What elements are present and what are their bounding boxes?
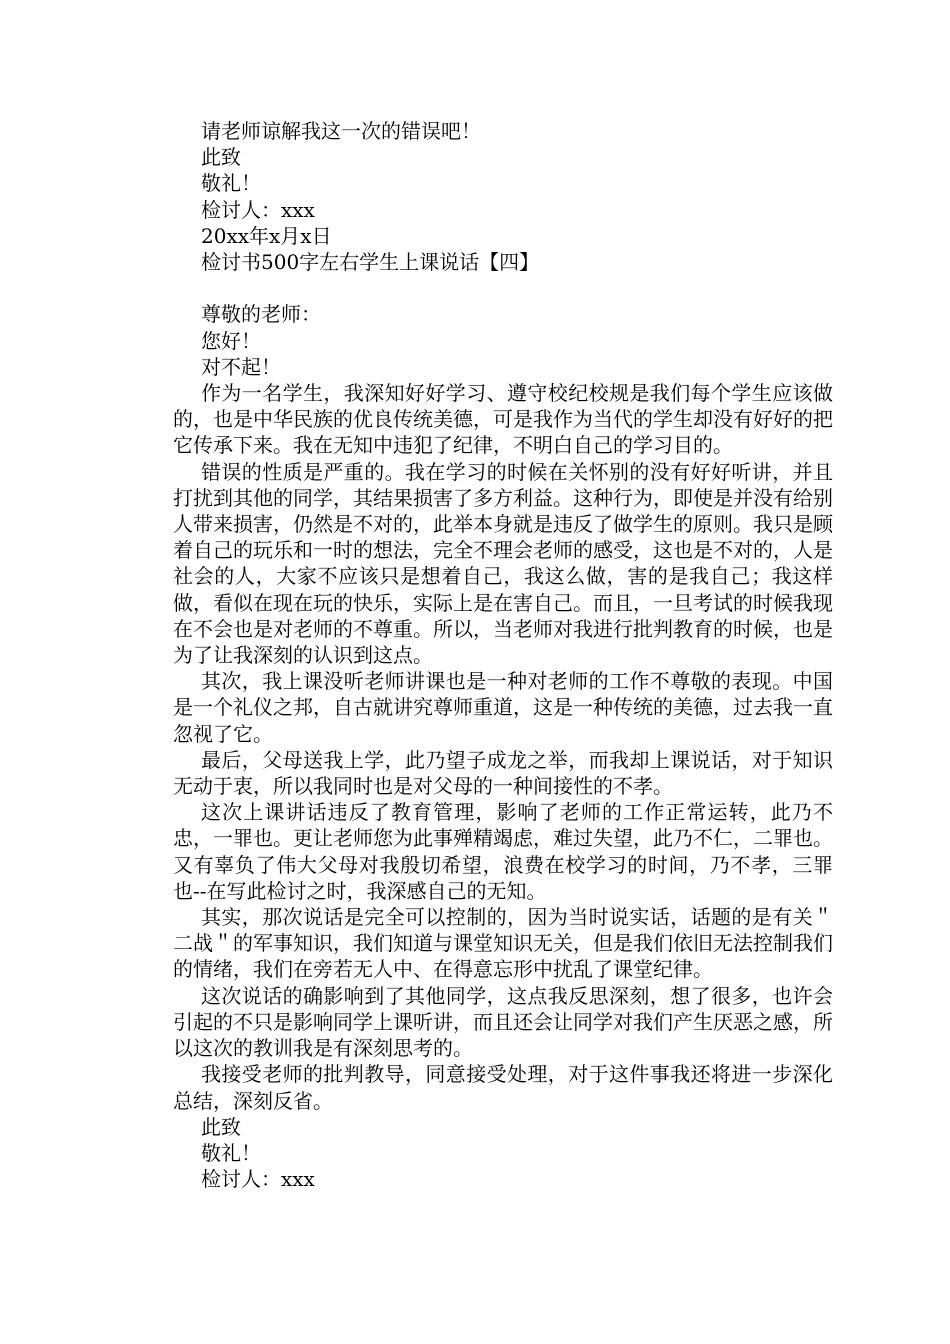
closing-line: 此致 <box>201 145 241 170</box>
apology-line: 请老师谅解我这一次的错误吧！ <box>201 119 481 143</box>
blank-line <box>173 275 833 301</box>
signature-line: 检讨人：xxx <box>201 1167 315 1192</box>
salute-line: 敬礼！ <box>201 1140 261 1165</box>
body-paragraph: 这次上课讲话违反了教育管理，影响了老师的工作正常运转，此乃不忠，一罪也。更让老师您为此事殚精竭虑，难过失望，此乃不仁，二罪也。又有辜负了伟大父母对我殷切希望，浪费在校学习的时间，乃不孝，三罪也--在写此检讨之时，我深感自己的无知。 <box>173 800 833 903</box>
body-paragraph: 作为一名学生，我深知好好学习、遵守校纪校规是我们每个学生应该做的，也是中华民族的优良传统美德，可是我作为当代的学生却没有好好的把它传承下来。我在无知中违犯了纪律，不明白自己的学习目的。 <box>173 381 833 458</box>
section-title: 检讨书500字左右学生上课说话【四】 <box>201 250 540 275</box>
greeting-line: 尊敬的老师： <box>201 302 321 327</box>
body-paragraph: 其实，那次说话是完全可以控制的，因为当时说实话，话题的是有关＂二战＂的军事知识，我们知道与课堂知识无关，但是我们依旧无法控制我们的情绪，我们在旁若无人中、在得意忘形中扰乱了课堂纪律。 <box>173 905 833 982</box>
closing-line: 此致 <box>201 1114 241 1139</box>
document-body <box>173 118 833 1192</box>
sorry-line: 对不起！ <box>201 354 281 379</box>
body-paragraph: 我接受老师的批判教导，同意接受处理，对于这件事我还将进一步深化总结，深刻反省。 <box>173 1062 833 1113</box>
body-paragraph: 这次说话的确影响到了其他同学，这点我反思深刻，想了很多，也许会引起的不只是影响同学上课听讲，而且还会让同学对我们产生厌恶之感，所以这次的教训我是有深刻思考的。 <box>173 983 833 1061</box>
date-line: 20xx年x月x日 <box>201 223 332 248</box>
hello-line: 您好！ <box>201 328 261 353</box>
body-paragraph: 错误的性质是严重的。我在学习的时候在关怀别的没有好好听讲，并且打扰到其他的同学，其结果损害了多方利益。这种行为，即使是并没有给别人带来损害，仍然是不对的，此举本身就是违反了做学生的原则。我只是顾着自己的玩乐和一时的想法，完全不理会老师的感受，这也是不对的，人是社会的人，大家不应该只是想着自己，我这么做，害的是我自己；我这样做，看似在现在玩的快乐，实际上是在害自己。而且，一旦考试的时候我现在不会也是对老师的不尊重。所以，当老师对我进行批判教育的时候，也是为了让我深刻的认识到这点。 <box>173 459 833 668</box>
body-paragraph: 最后，父母送我上学，此乃望子成龙之举，而我却上课说话，对于知识无动于衷，所以我同时也是对父母的一种间接性的不孝。 <box>173 747 833 799</box>
body-paragraph: 其次，我上课没听老师讲课也是一种对老师的工作不尊敬的表现。中国是一个礼仪之邦，自古就讲究尊师重道，这是一种传统的美德，过去我一直忽视了它。 <box>173 669 833 746</box>
salute-line: 敬礼！ <box>201 171 261 196</box>
signature-line: 检讨人：xxx <box>201 197 315 222</box>
